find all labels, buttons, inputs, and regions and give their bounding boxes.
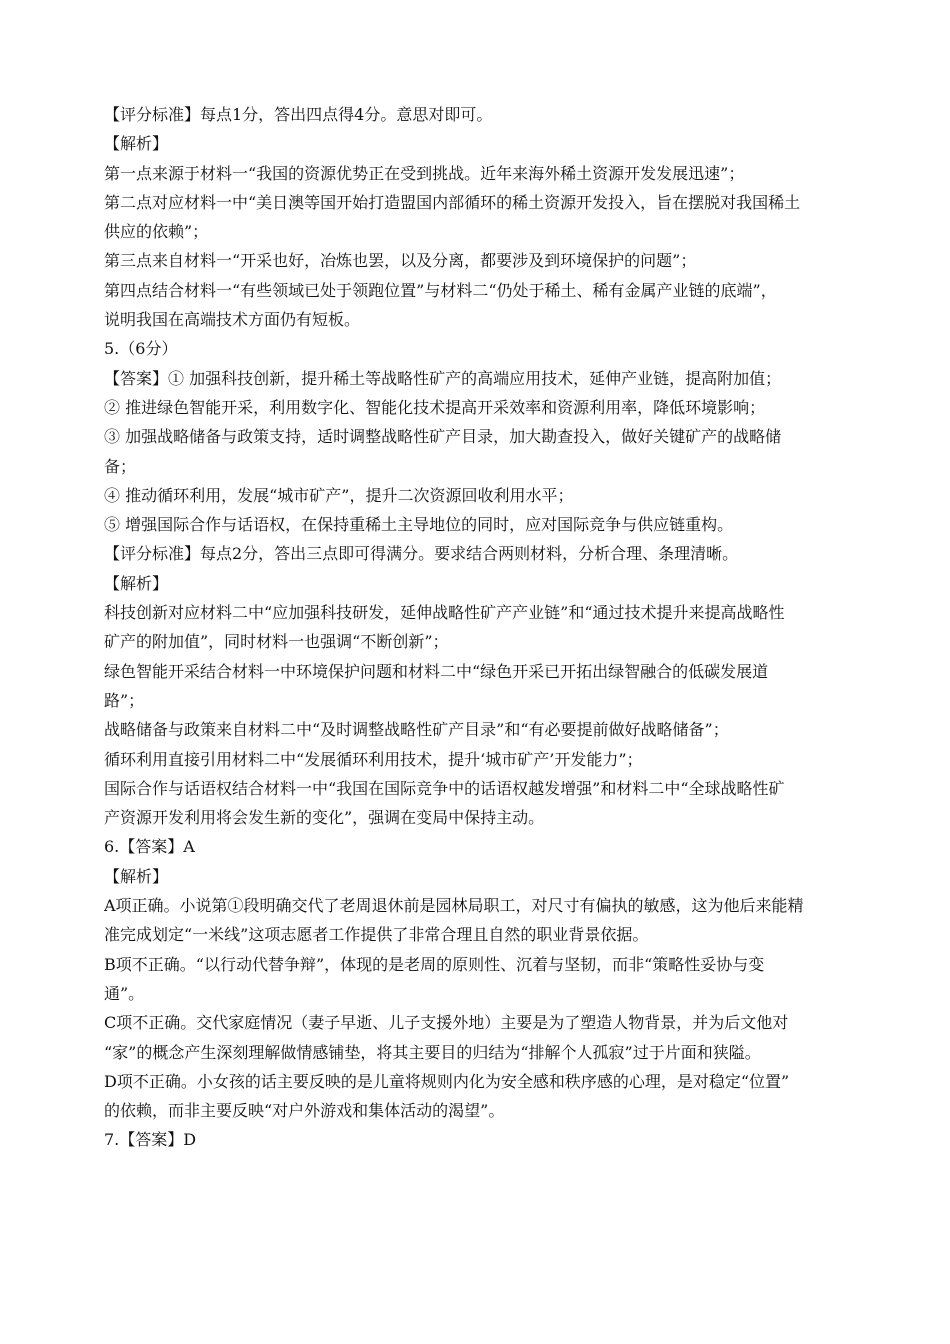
text-line: ⑤ 增强国际合作与话语权，在保持重稀土主导地位的同时，应对国际竞争与供应链重构。 <box>104 515 734 535</box>
text-line: 【答案】① 加强科技创新，提升稀土等战略性矿产的高端应用技术，延伸产业链，提高附加值； <box>104 368 782 388</box>
text-line: 说明我国在高端技术方面仍有短板。 <box>104 310 361 330</box>
section-heading: 【解析】 <box>104 866 169 886</box>
text-line: ④ 推动循环利用，发展“城市矿产”，提升二次资源回收利用水平； <box>104 485 574 505</box>
text-line: 循环利用直接引用材料二中“发展循环利用技术，提升‘城市矿产’开发能力”； <box>104 749 643 769</box>
text-line: 第四点结合材料一“有些领域已处于领跑位置”与材料二“仍处于稀土、稀有金属产业链的底端”， <box>104 280 777 300</box>
text-line: 科技创新对应材料二中“应加强科技研发，延伸战略性矿产产业链”和“通过技术提升来提高战略性 <box>104 603 785 623</box>
text-line: ③ 加强战略储备与政策支持，适时调整战略性矿产目录，加大勘查投入，做好关键矿产的战略储 <box>104 427 782 447</box>
text-line: 准完成划定“一米线”这项志愿者工作提供了非常合理且自然的职业背景依据。 <box>104 925 649 945</box>
text-line: C项不正确。交代家庭情况（妻子早逝、儿子支援外地）主要是为了塑造人物背景，并为后文他对 <box>104 1013 789 1033</box>
text-line: 【评分标准】每点1分，答出四点得4分。意思对即可。 <box>104 105 493 124</box>
text-line: 供应的依赖”； <box>104 222 209 242</box>
text-line: 路”； <box>104 690 145 710</box>
text-line: 产资源开发利用将会发生新的变化”，强调在变局中保持主动。 <box>104 808 545 828</box>
section-heading: 【解析】 <box>104 134 169 154</box>
text-line: A项正确。小说第①段明确交代了老周退休前是园林局职工，对尺寸有偏执的敏感，这为他后来能精 <box>104 896 804 916</box>
text-line: “家”的概念产生深刻理解做情感铺垫，将其主要目的归结为“排解个人孤寂”过于片面和狭隘。 <box>104 1042 761 1062</box>
text-line: 备； <box>104 456 137 476</box>
text-line: 第二点对应材料一中“美日澳等国开始打造盟国内部循环的稀土资源开发投入，旨在摆脱对我国稀土 <box>104 192 801 212</box>
document-body <box>104 100 854 1155</box>
text-line: 绿色智能开采结合材料一中环境保护问题和材料二中“绿色开采已开拓出绿智融合的低碳发展道 <box>104 661 769 681</box>
text-line: 第三点来自材料一“开采也好，冶炼也罢，以及分离，都要涉及到环境保护的问题”； <box>104 251 697 271</box>
text-line: 第一点来源于材料一“我国的资源优势正在受到挑战。近年来海外稀土资源开发发展迅速”； <box>104 163 745 183</box>
text-line: 国际合作与话语权结合材料一中“我国在国际竞争中的话语权越发增强”和材料二中“全球战略性矿 <box>104 778 785 798</box>
text-line: B项不正确。“以行动代替争辩”，体现的是老周的原则性、沉着与坚韧，而非“策略性妥协与变 <box>104 954 765 974</box>
section-heading: 【解析】 <box>104 573 169 593</box>
text-line: 战略储备与政策来自材料二中“及时调整战略性矿产目录”和“有必要提前做好战略储备”； <box>104 720 729 740</box>
question-number: 5.（6分） <box>104 339 178 359</box>
text-line: 矿产的附加值”，同时材料一也强调“不断创新”； <box>104 632 449 652</box>
question-number: 7.【答案】D <box>104 1130 197 1150</box>
text-line: 通”。 <box>104 983 145 1003</box>
text-line: D项不正确。小女孩的话主要反映的是儿童将规则内化为安全感和秩序感的心理，是对稳定“位置” <box>104 1071 790 1091</box>
text-line: 【评分标准】每点2分，答出三点即可得满分。要求结合两则材料，分析合理、条理清晰。 <box>104 544 739 564</box>
text-line: 的依赖，而非主要反映“对户外游戏和集体活动的渴望”。 <box>104 1101 505 1121</box>
question-number: 6.【答案】A <box>104 837 195 857</box>
text-line: ② 推进绿色智能开采，利用数字化、智能化技术提高开采效率和资源利用率，降低环境影响； <box>104 397 766 417</box>
